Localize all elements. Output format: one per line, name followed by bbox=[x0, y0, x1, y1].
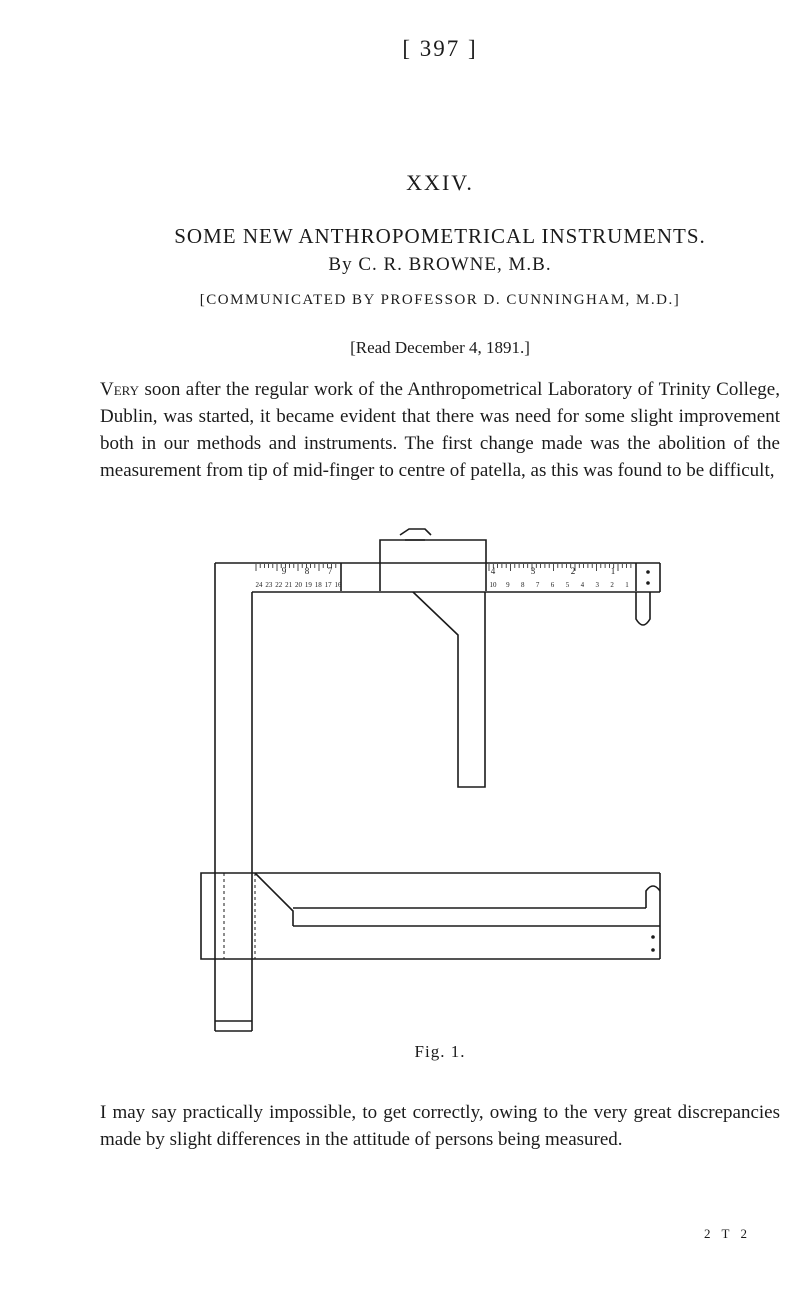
chapter-number: XXIV. bbox=[406, 170, 474, 195]
figure-caption: Fig. 1. bbox=[414, 1042, 466, 1061]
scale-right-major-label: 2 bbox=[570, 566, 576, 576]
scale-left-minor-label: 19 bbox=[304, 581, 312, 589]
paragraph-1-lead: Very bbox=[100, 379, 140, 400]
read-date: [Read December 4, 1891.] bbox=[350, 338, 530, 357]
scale-right-minor-label: 6 bbox=[550, 581, 555, 589]
scale-left-minor-label: 16 bbox=[334, 581, 342, 589]
scale-left-major-label: 8 bbox=[304, 566, 310, 576]
signature-mark: 2 T 2 bbox=[704, 1226, 751, 1241]
scale-right-minor-label: 1 bbox=[625, 581, 629, 589]
scale-right-major-label: 1 bbox=[610, 566, 616, 576]
scale-right-minor-label: 3 bbox=[595, 581, 599, 589]
scale-right-minor-label: 7 bbox=[535, 581, 540, 589]
bottom-bar-right-arm bbox=[646, 886, 660, 908]
scale-right-minor-label: 8 bbox=[521, 581, 525, 589]
paragraph-1 bbox=[100, 376, 780, 484]
scale-left-major-label: 7 bbox=[327, 566, 333, 576]
scale-left-major-label: 9 bbox=[281, 566, 287, 576]
hanging-arm bbox=[413, 592, 485, 787]
paragraph-1-text: soon after the regular work of the Anthropometrical Laboratory of Trinity College, Dublin, was started, it became evident that there was need for some slight improvement both in our methods and instruments. The first change made was the abolition of the measurement from tip of mid-finger to centre of patella, as this was found to be difficult, bbox=[100, 379, 780, 481]
rivet-top-2 bbox=[646, 581, 650, 585]
rivet-top-1 bbox=[646, 570, 650, 574]
bottom-clamp bbox=[201, 873, 215, 959]
rivet-bottom-1 bbox=[651, 935, 655, 939]
scale-right-minor-label: 2 bbox=[610, 581, 614, 589]
article-title: SOME NEW ANTHROPOMETRICAL INSTRUMENTS. bbox=[174, 224, 706, 248]
scale-right-minor-label: 5 bbox=[565, 581, 570, 589]
right-short-arm bbox=[636, 592, 650, 625]
figure-instrument-diagram bbox=[195, 527, 685, 1047]
scale-left-minor-label: 24 bbox=[255, 581, 263, 589]
instrument-drawing bbox=[195, 527, 685, 1047]
article-author: By C. R. BROWNE, M.B. bbox=[328, 254, 552, 275]
scale-right-minor-label: 9 bbox=[506, 581, 510, 589]
scale-right-minor-label: 10 bbox=[489, 581, 497, 589]
scale-right-major-label: 3 bbox=[530, 566, 536, 576]
scale-right-major-label: 4 bbox=[490, 566, 496, 576]
scale-left-minor-label: 23 bbox=[265, 581, 273, 589]
bottom-bar-diagonal bbox=[255, 873, 293, 926]
scale-right-minor-label: 4 bbox=[580, 581, 585, 589]
scale-left-minor-label: 17 bbox=[324, 581, 332, 589]
sliding-collar bbox=[380, 540, 486, 563]
scale-left-minor-label: 18 bbox=[314, 581, 322, 589]
communicated-by: [COMMUNICATED BY PROFESSOR D. CUNNINGHAM, M.D.] bbox=[199, 292, 681, 308]
paragraph-2: I may say practically impossible, to get correctly, owing to the very great discrepancies made by slight differences in the attitude of persons being measured. bbox=[100, 1102, 780, 1150]
scale-left-minor-label: 21 bbox=[285, 581, 293, 589]
rivet-bottom-2 bbox=[651, 948, 655, 952]
scale-left-minor-label: 22 bbox=[275, 581, 283, 589]
top-screw-knob bbox=[400, 529, 431, 535]
page-number: [ 397 ] bbox=[402, 36, 478, 61]
scale-left-minor-label: 20 bbox=[295, 581, 302, 589]
